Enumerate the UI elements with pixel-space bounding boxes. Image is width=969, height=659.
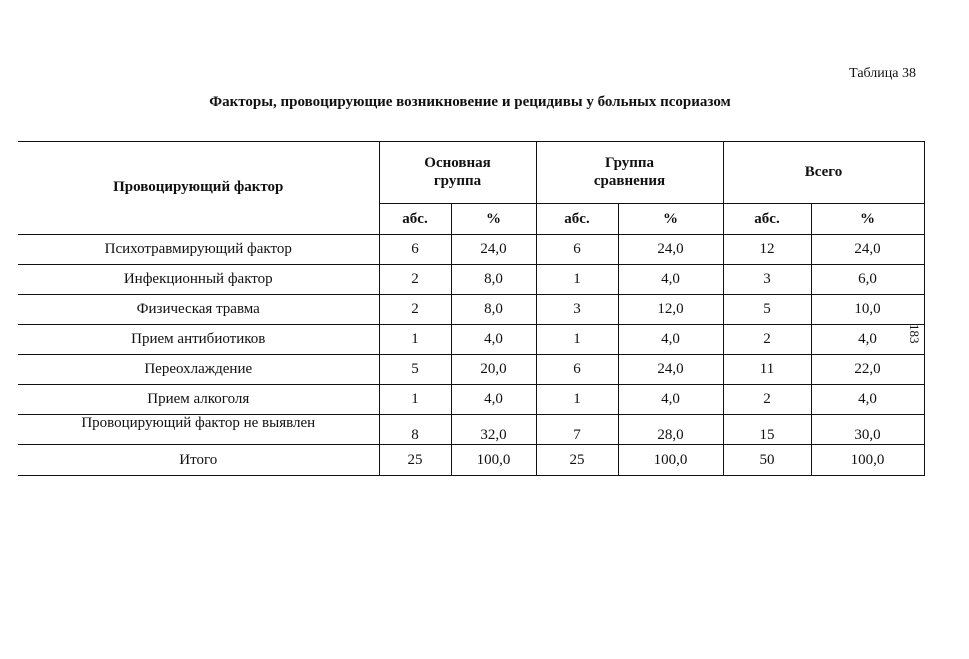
comparison-percent-cell: 100,0 [618, 445, 723, 476]
main-percent-cell: 32,0 [451, 415, 536, 445]
total-percent-cell: 4,0 [811, 325, 924, 355]
main-percent-cell: 4,0 [451, 385, 536, 415]
total-label: Итого [18, 445, 379, 476]
group-header-comparison: Группа сравнения [536, 142, 723, 204]
factor-name: Прием антибиотиков [18, 325, 379, 355]
comparison-percent-cell: 28,0 [618, 415, 723, 445]
total-percent-cell: 4,0 [811, 385, 924, 415]
total-abs-cell: 15 [723, 415, 811, 445]
main-abs-cell: 5 [379, 355, 451, 385]
main-abs-cell: 8 [379, 415, 451, 445]
total-row [18, 445, 924, 476]
unit-header-abs: абс. [536, 204, 618, 235]
comparison-abs-cell: 6 [536, 355, 618, 385]
unit-header-percent: % [451, 204, 536, 235]
total-abs-cell: 50 [723, 445, 811, 476]
total-abs-cell: 2 [723, 385, 811, 415]
factor-name: Переохлаждение [18, 355, 379, 385]
table-title: Факторы, провоцирующие возникновение и рецидивы у больных псориазом [209, 94, 731, 110]
main-abs-cell: 6 [379, 235, 451, 265]
unit-header-abs: абс. [379, 204, 451, 235]
factor-column-header: Провоцирующий фактор [18, 142, 379, 235]
main-percent-cell: 20,0 [451, 355, 536, 385]
header-row-groups [18, 142, 924, 204]
total-percent-cell: 30,0 [811, 415, 924, 445]
main-percent-cell: 8,0 [451, 265, 536, 295]
total-percent-cell: 100,0 [811, 445, 924, 476]
total-percent-cell: 24,0 [811, 235, 924, 265]
page-number: 183 [907, 324, 922, 344]
unit-header-percent: % [811, 204, 924, 235]
table-row [18, 265, 924, 295]
factor-name: Провоцирующий фактор не выявлен [18, 415, 379, 445]
factor-name: Психотравмирующий фактор [18, 235, 379, 265]
main-abs-cell: 1 [379, 325, 451, 355]
table-row [18, 355, 924, 385]
comparison-abs-cell: 7 [536, 415, 618, 445]
total-abs-cell: 12 [723, 235, 811, 265]
main-abs-cell: 2 [379, 265, 451, 295]
group-header-main: Основная группа [379, 142, 536, 204]
main-percent-cell: 24,0 [451, 235, 536, 265]
main-percent-cell: 8,0 [451, 295, 536, 325]
comparison-abs-cell: 1 [536, 325, 618, 355]
comparison-abs-cell: 1 [536, 385, 618, 415]
total-abs-cell: 11 [723, 355, 811, 385]
table-number: Таблица 38 [849, 66, 916, 81]
total-abs-cell: 3 [723, 265, 811, 295]
total-percent-cell: 22,0 [811, 355, 924, 385]
table-row [18, 235, 924, 265]
total-percent-cell: 6,0 [811, 265, 924, 295]
table-row [18, 295, 924, 325]
unit-header-percent: % [618, 204, 723, 235]
comparison-abs-cell: 1 [536, 265, 618, 295]
unit-header-abs: абс. [723, 204, 811, 235]
main-abs-cell: 2 [379, 295, 451, 325]
factor-name: Прием алкоголя [18, 385, 379, 415]
comparison-percent-cell: 24,0 [618, 355, 723, 385]
comparison-abs-cell: 6 [536, 235, 618, 265]
total-abs-cell: 2 [723, 325, 811, 355]
total-percent-cell: 10,0 [811, 295, 924, 325]
comparison-percent-cell: 4,0 [618, 385, 723, 415]
factor-name: Физическая травма [18, 295, 379, 325]
comparison-abs-cell: 25 [536, 445, 618, 476]
factors-table [18, 141, 925, 476]
comparison-abs-cell: 3 [536, 295, 618, 325]
main-percent-cell: 100,0 [451, 445, 536, 476]
group-header-total: Всего [723, 142, 924, 204]
table-row [18, 385, 924, 415]
table-row [18, 325, 924, 355]
comparison-percent-cell: 4,0 [618, 325, 723, 355]
main-abs-cell: 1 [379, 385, 451, 415]
comparison-percent-cell: 4,0 [618, 265, 723, 295]
main-abs-cell: 25 [379, 445, 451, 476]
main-percent-cell: 4,0 [451, 325, 536, 355]
comparison-percent-cell: 24,0 [618, 235, 723, 265]
comparison-percent-cell: 12,0 [618, 295, 723, 325]
table-row [18, 415, 924, 445]
total-abs-cell: 5 [723, 295, 811, 325]
factor-name: Инфекционный фактор [18, 265, 379, 295]
